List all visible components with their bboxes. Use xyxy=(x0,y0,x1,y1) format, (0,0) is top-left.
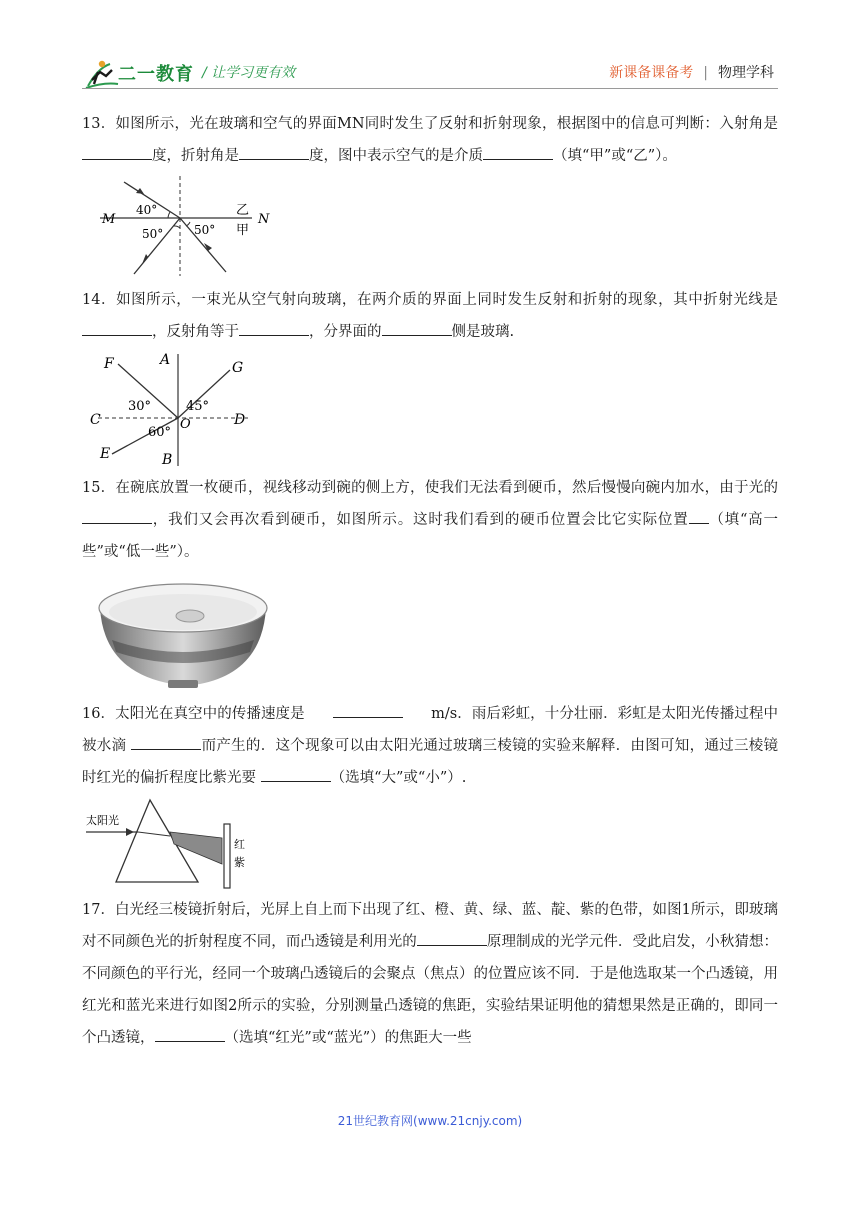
header-right xyxy=(609,62,774,82)
q17-text-1: 17．白光经三棱镜折射后，光屏上自上而下出现了红、橙、黄、绿、蓝、靛、紫的色带，如图1所示，即玻璃对不同颜色光的折射程度不同，而凸透镜是利用光的 xyxy=(82,902,778,950)
page-footer: 21世纪教育网(www.21cnjy.com) xyxy=(337,1114,523,1128)
q14-figure xyxy=(82,348,778,472)
bowl-with-coin-image xyxy=(82,568,282,694)
q14-label-a: A xyxy=(160,352,171,368)
q17-blank-1 xyxy=(417,929,487,946)
q14-text-1: 14．如图所示，一束光从空气射向玻璃，在两介质的界面上同时发生反射和折射的现象，其中折射光线是 xyxy=(82,292,778,308)
q13-blank-1 xyxy=(82,143,152,160)
header-tag-prep: 新课备课备考 xyxy=(609,65,694,81)
q16-text-4: （选填“大”或“小”）. xyxy=(330,770,467,786)
q16-text-3: 而产生的．这个现象可以由太阳光通过玻璃三棱镜的实验来解释．由图可知，通过三棱镜时红光的偏折程度比紫光要 xyxy=(82,738,779,786)
q16-label-red: 红 xyxy=(234,838,245,851)
q13-angle-40: 40° xyxy=(136,203,158,217)
q13-angle-50-right: 50° xyxy=(194,223,216,237)
question-15 xyxy=(82,472,778,568)
q14-label-b: B xyxy=(162,452,173,468)
q14-diagram xyxy=(82,348,252,468)
q14-label-d: D xyxy=(234,412,246,428)
question-17 xyxy=(82,894,778,1054)
q17-text-3: （选填“红光”或“蓝光”）的焦距大一些 xyxy=(224,1030,472,1046)
q14-text-3: ，分界面的 xyxy=(309,324,382,340)
q14-label-f: F xyxy=(104,356,114,372)
q15-blank-2 xyxy=(689,507,709,524)
q14-blank-3 xyxy=(382,319,452,336)
q15-text-2: ，我们又会再次看到硬币，如图所示。这时我们看到的硬币位置会比它实际位置 xyxy=(152,512,689,528)
header-divider xyxy=(82,88,778,89)
q15-figure xyxy=(82,568,778,698)
question-16 xyxy=(82,698,778,794)
q13-blank-2 xyxy=(239,143,309,160)
q16-text-2: m/s．雨后彩虹，十分壮丽．彩虹是太阳光传播过程中被水滴 xyxy=(82,706,779,754)
q14-text-2: ，反射角等于 xyxy=(152,324,239,340)
q15-blank-1 xyxy=(82,507,152,524)
question-13 xyxy=(82,108,778,172)
q14-angle-30: 30° xyxy=(128,399,152,414)
q16-figure xyxy=(82,794,778,894)
q15-text-3: （填“高一些”或“低一些”）。 xyxy=(82,512,778,560)
q14-label-g: G xyxy=(232,360,244,376)
q14-label-o: O xyxy=(180,417,191,432)
q13-diagram xyxy=(82,172,282,280)
q16-blank-2 xyxy=(131,733,201,750)
q16-blank-1 xyxy=(333,701,403,718)
q16-label-sunlight: 太阳光 xyxy=(86,814,119,827)
q13-text-1: 13．如图所示，光在玻璃和空气的界面MN同时发生了反射和折射现象，根据图中的信息可判断：入射角是 xyxy=(82,116,778,132)
header-tag-subject: 物理学科 xyxy=(718,65,774,81)
q13-text-3: 度，图中表示空气的是介质 xyxy=(309,148,483,164)
q13-label-n: N xyxy=(258,212,270,227)
q13-medium-jia: 甲 xyxy=(236,223,250,238)
q13-text-4: （填“甲”或“乙”）。 xyxy=(553,148,677,164)
q13-blank-3 xyxy=(483,143,553,160)
q14-blank-2 xyxy=(239,319,309,336)
q17-blank-2 xyxy=(155,1025,225,1042)
q13-medium-yi: 乙 xyxy=(236,203,250,218)
q13-text-2: 度，折射角是 xyxy=(152,148,239,164)
q14-angle-45: 45° xyxy=(186,399,210,414)
question-14 xyxy=(82,284,778,348)
q14-label-e: E xyxy=(100,446,111,462)
q14-text-4: 侧是玻璃. xyxy=(451,324,515,340)
q16-prism-diagram xyxy=(82,794,252,890)
q14-label-c: C xyxy=(90,412,101,428)
q14-angle-60: 60° xyxy=(148,425,172,440)
q16-blank-3 xyxy=(261,765,331,782)
q16-label-purple: 紫 xyxy=(234,856,245,869)
q17-text-2: 原理制成的光学元件．受此启发，小秋猜想：不同颜色的平行光，经同一个玻璃凸透镜后的会聚点（焦点）的位置应该不同．于是他选取某一个凸透镜，用红光和蓝光来进行如图2所示的实验，分别测量凸透镜的焦距，实验结果证明他的猜想果然是正确的，即同一个凸透镜， xyxy=(82,934,779,1046)
header-separator: | xyxy=(703,65,708,81)
question-list xyxy=(82,108,778,1054)
q13-figure xyxy=(82,172,778,284)
q16-text-1: 16．太阳光在真空中的传播速度是 xyxy=(82,706,305,722)
logo-text: 二一教育 xyxy=(118,64,194,85)
q13-label-m: M xyxy=(102,212,116,227)
header-slogan: / 让学习更有效 xyxy=(202,65,296,81)
page-header xyxy=(0,0,860,100)
q15-text-1: 15．在碗底放置一枚硬币，视线移动到碗的侧上方，使我们无法看到硬币，然后慢慢向碗内加水，由于光的 xyxy=(82,480,778,496)
q13-angle-50-left: 50° xyxy=(142,227,164,241)
q14-blank-1 xyxy=(82,319,152,336)
